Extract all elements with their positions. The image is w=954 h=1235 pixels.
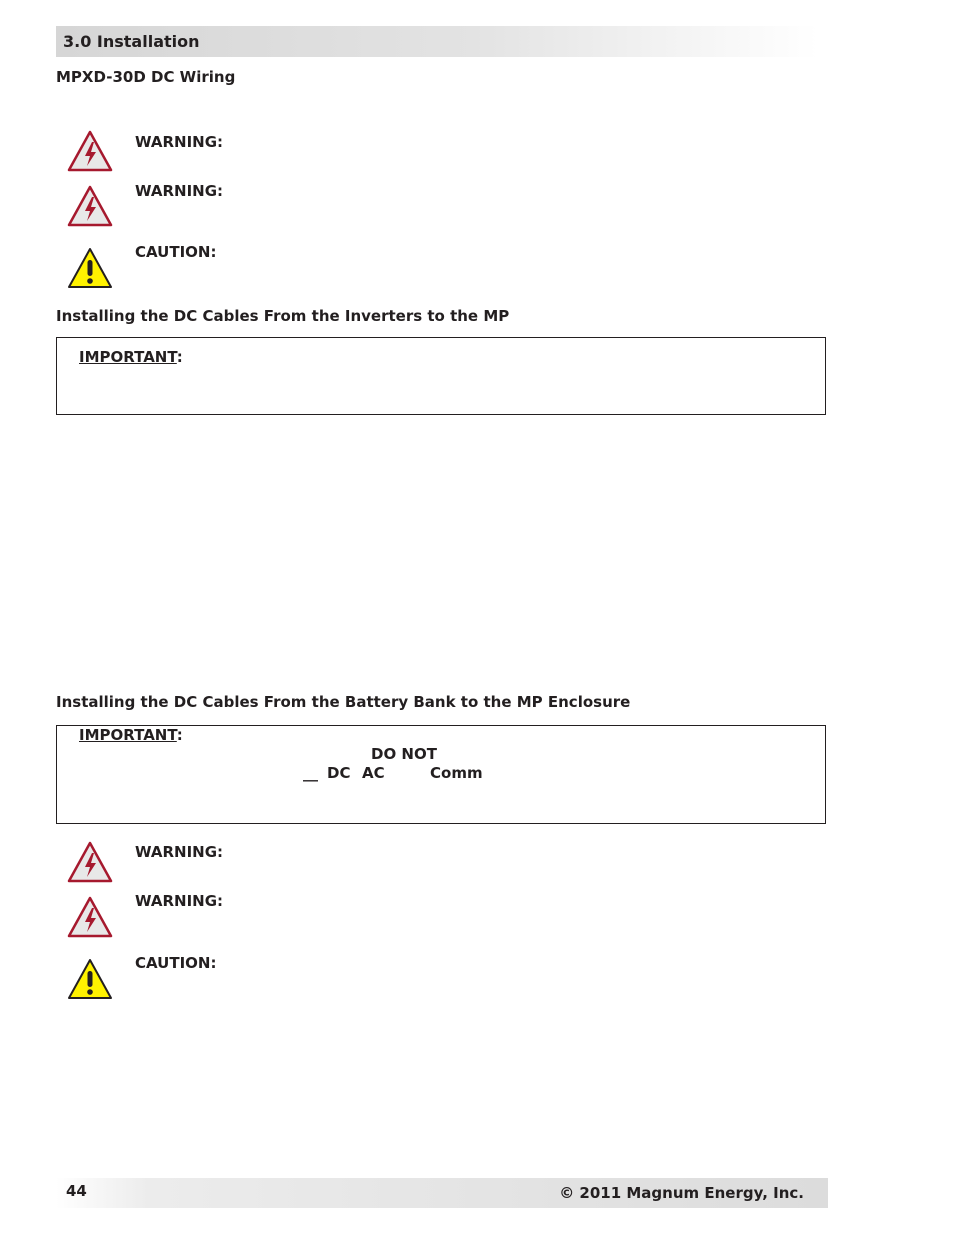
caution-label: CAUTION: [135, 243, 217, 261]
warning-label: WARNING: [135, 892, 224, 910]
important-label [79, 726, 183, 745]
dc-term: DC [327, 764, 351, 782]
copyright-notice: © 2011 Magnum Energy, Inc. [559, 1184, 804, 1202]
important-label-text: IMPORTANT [79, 726, 177, 744]
battery-cables-heading: Installing the DC Cables From the Battery Bank to the MP Enclosure [56, 693, 631, 711]
caution-exclamation-icon [67, 247, 113, 289]
caution-label: CAUTION: [135, 954, 217, 972]
electrical-hazard-icon [67, 841, 113, 883]
warning-label: WARNING: [135, 182, 224, 200]
page-subheading: MPXD-30D DC Wiring [56, 68, 236, 86]
important-colon: : [176, 348, 183, 366]
warning-label: WARNING: [135, 843, 224, 861]
caution-exclamation-icon [67, 958, 113, 1000]
electrical-hazard-icon [67, 130, 113, 172]
blank-mark: __ [303, 764, 318, 782]
important-colon: : [176, 726, 183, 744]
important-label [79, 348, 183, 367]
inverter-cables-heading: Installing the DC Cables From the Inverters to the MP [56, 307, 510, 325]
electrical-hazard-icon [67, 896, 113, 938]
important-label-text: IMPORTANT [79, 348, 177, 366]
page-number: 44 [66, 1182, 87, 1200]
ac-term: AC [362, 764, 385, 782]
warning-label: WARNING: [135, 133, 224, 151]
section-title: 3.0 Installation [63, 32, 200, 51]
comm-term: Comm [430, 764, 483, 782]
electrical-hazard-icon [67, 185, 113, 227]
do-not-emphasis: DO NOT [371, 745, 437, 763]
